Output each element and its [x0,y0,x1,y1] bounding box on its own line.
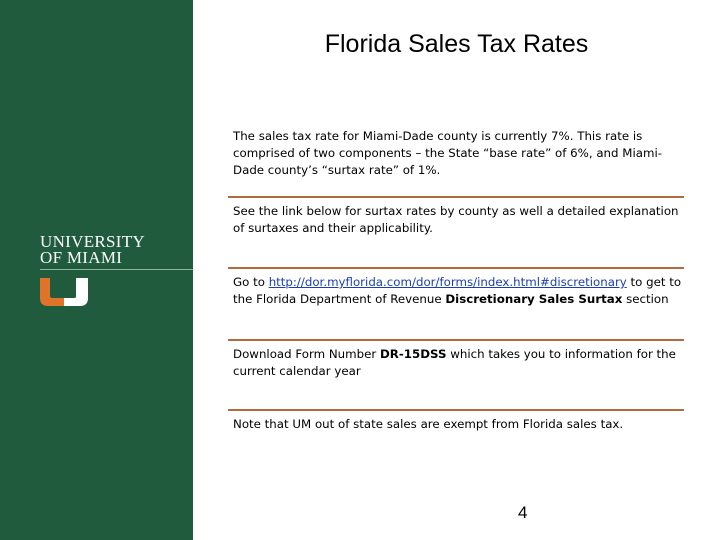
note-block [228,409,684,433]
link-bold: Discretionary Sales Surtax [445,292,623,307]
rate-info-text: The sales tax rate for Miami-Dade county is currently 7%. This rate is comprised of two components – the State “base rate” of 6%, and Miami-Dade county’s “surtax rate” of 1%. [233,129,662,178]
logo-text-of-miami: OF MIAMI [40,248,123,267]
logo-divider [40,269,193,270]
note-text: Note that UM out of state sales are exempt from Florida sales tax. [233,417,624,431]
link-prefix: Go to [233,275,269,289]
dor-link[interactable]: http://dor.myflorida.com/dor/forms/index.html#discretionary [268,275,627,289]
link-info-text [228,269,684,308]
form-info-block [228,339,684,380]
form-number: DR-15DSS [380,347,447,361]
surtax-info-text: See the link below for surtax rates by county as well a detailed explanation of surtaxes and their applicability. [233,204,679,236]
surtax-info-block [228,196,684,237]
rate-info-block [228,123,684,180]
slide-title: Florida Sales Tax Rates [324,30,589,58]
form-prefix: Download Form Number [233,347,380,361]
link-suffix: section [622,292,669,307]
logo-text-university: UNIVERSITY [40,232,145,251]
form-info-text [228,341,684,380]
form-suffix: which takes you to information for the current calendar year [233,347,676,379]
link-info-block [228,267,684,308]
u-logo-icon [40,278,90,306]
sidebar [0,0,193,540]
link-middle: to get to the Florida Department of Revenue [233,275,682,307]
page-number: 4 [518,503,528,522]
